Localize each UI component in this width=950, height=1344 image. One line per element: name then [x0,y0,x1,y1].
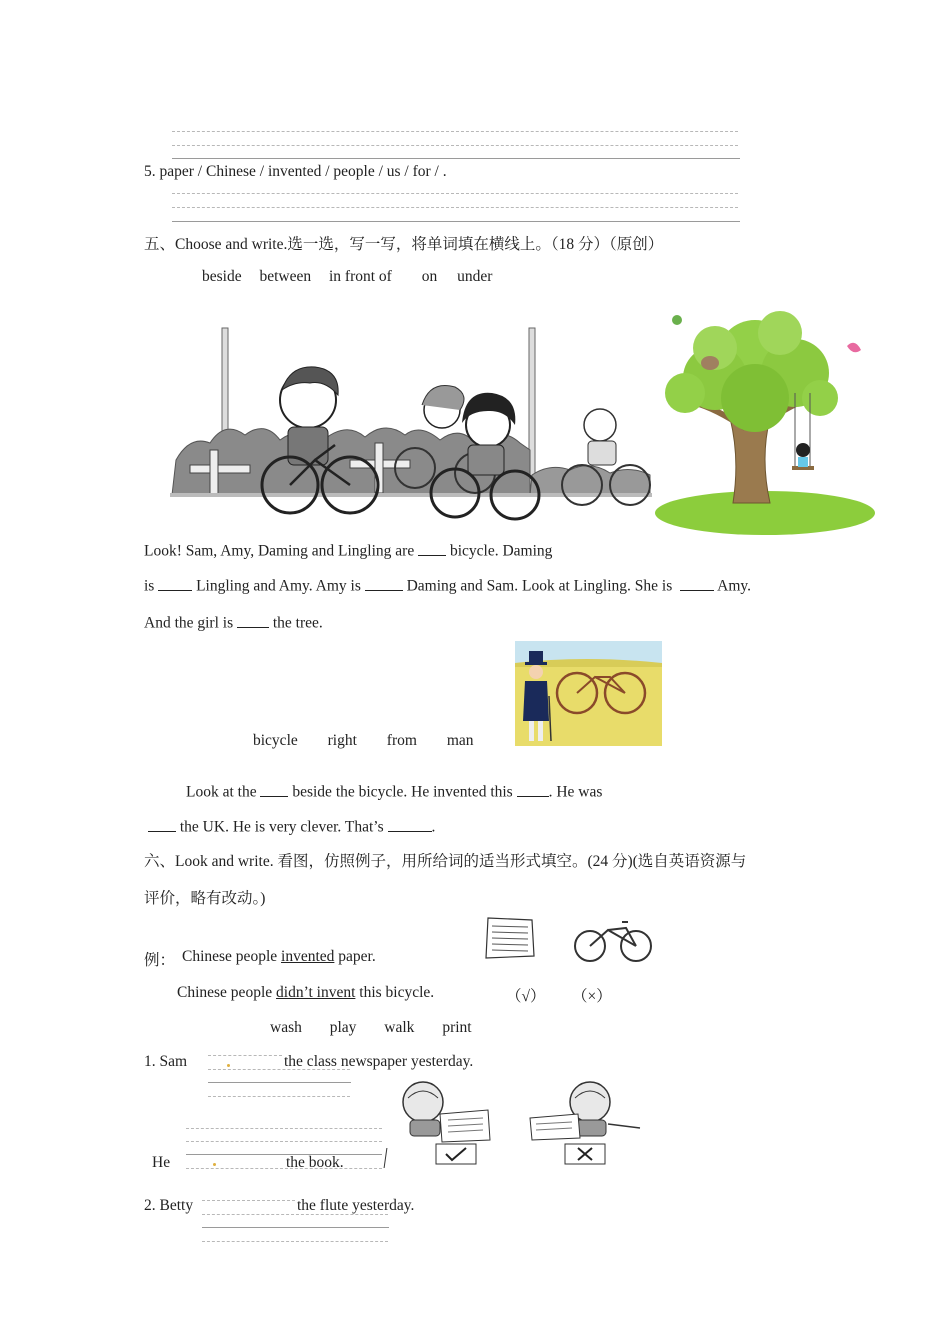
answer-line[interactable] [208,1055,282,1056]
word-bank-item: on [421,268,438,285]
section-6-heading-cont: 评价，略有改动。) [144,890,266,907]
boy-not-printing-picture [528,1080,643,1170]
answer-line[interactable] [208,1082,351,1083]
answer-line [172,131,738,132]
answer-blank[interactable] [365,574,403,591]
word-bank-item: right [327,732,357,749]
answer-line [172,145,738,146]
cross-mark-label: （×） [572,988,612,1005]
check-mark-label: （√） [506,988,546,1005]
word-bank-item: between [259,268,312,285]
word-bank-item: under [457,268,493,285]
passage-2-line-2: the UK. He is very clever. That’s . [148,815,435,837]
paper-icon [484,916,536,960]
question-1-he: He [152,1154,171,1171]
answer-line [172,221,740,222]
answer-blank[interactable] [158,574,192,591]
question-5: 5. paper / Chinese / invented / people / us / for / . [144,163,447,180]
question-1-end: the class newspaper yesterday. [284,1053,474,1070]
answer-blank[interactable] [148,815,176,832]
question-1-start: 1. Sam [144,1053,188,1070]
kids-riding-bicycles-illustration [170,325,652,525]
answer-line[interactable] [186,1168,382,1169]
answer-line [172,158,740,159]
answer-blank[interactable] [260,780,288,797]
tree-with-swing-illustration [655,308,875,523]
section-5-heading: 五、Choose and write.选一选，写一写，将单词填在横线上。（18 分）（原创） [144,236,664,253]
answer-line[interactable] [202,1227,389,1228]
answer-line [172,207,738,208]
answer-line[interactable] [202,1241,388,1242]
word-bank-1 [202,268,492,286]
inventor-with-bicycle-picture [515,641,662,746]
word-bank-2 [253,732,474,750]
passage-1-line-3: And the girl is the tree. [144,611,323,633]
word-bank-item: in front of [329,268,392,285]
question-1-book: the book. [286,1154,344,1171]
answer-blank[interactable] [680,574,714,591]
example-sentence-2: Chinese people didn’t invent this bicycle. [177,984,435,1001]
answer-line[interactable] [208,1096,350,1097]
answer-blank[interactable] [237,611,269,628]
question-2-end: the flute yesterday. [297,1197,415,1214]
answer-line [172,193,738,194]
word-bank-item: wash [270,1019,302,1036]
example-label: 例： [144,952,176,969]
answer-line[interactable] [186,1154,382,1155]
answer-blank[interactable] [517,780,549,797]
word-bank-item: bicycle [253,732,298,749]
word-bank-item: play [329,1019,357,1036]
passage-1-line-1: Look! Sam, Amy, Daming and Lingling are bicycle. Daming [144,539,552,561]
word-bank-item: print [442,1019,472,1036]
answer-line[interactable] [186,1141,382,1142]
example-sentence-1: Chinese people invented paper. [182,948,376,965]
word-bank-item: from [386,732,417,749]
answer-blank[interactable] [418,539,446,556]
marker-dot [213,1163,216,1166]
word-bank-3 [270,1019,472,1037]
question-2-start: 2. Betty [144,1197,194,1214]
marker-dot [227,1064,230,1067]
answer-blank[interactable] [388,815,432,832]
word-bank-item: beside [202,268,242,285]
word-bank-item: walk [384,1019,415,1036]
word-bank-item: man [446,732,474,749]
bicycle-icon [572,916,654,964]
answer-line[interactable] [202,1200,295,1201]
answer-line[interactable] [186,1128,382,1129]
passage-1-line-2: is Lingling and Amy. Amy is Daming and Sam. Look at Lingling. She is Amy. [144,574,751,596]
section-6-heading: 六、Look and write. 看图，仿照例子，用所给词的适当形式填空。(24 分)(选自英语资源与 [144,853,747,870]
boy-printing-picture [388,1080,493,1170]
passage-2-line-1: Look at the beside the bicycle. He invented this . He was [186,780,602,802]
